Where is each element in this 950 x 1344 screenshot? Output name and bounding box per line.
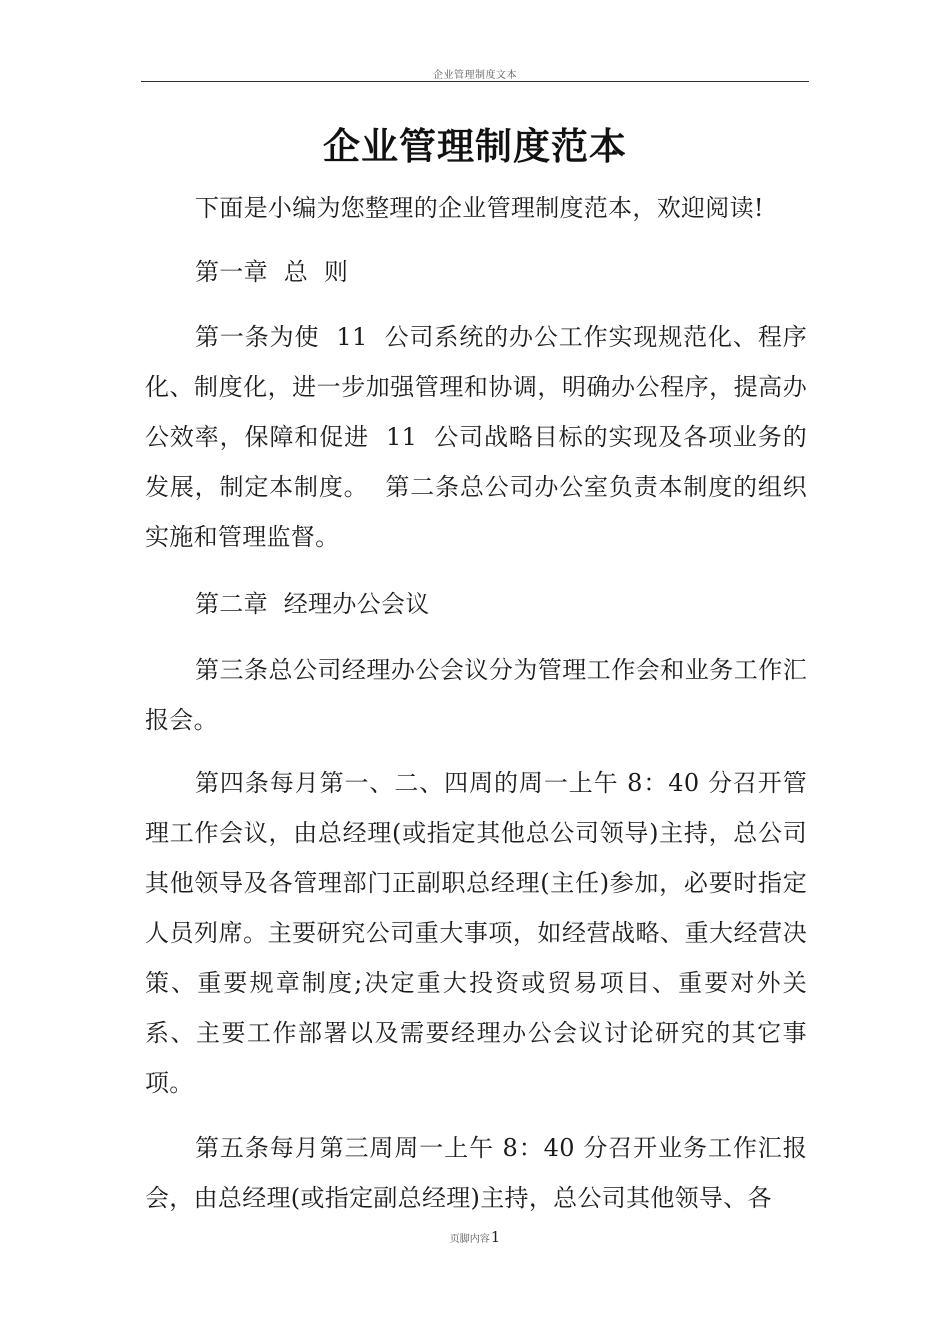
- document-title: 企业管理制度范本: [323, 124, 627, 168]
- chapter-2-heading: [145, 579, 807, 629]
- article-3-paragraph: [145, 645, 807, 745]
- page-footer: [0, 1228, 950, 1246]
- article-1-paragraph: [145, 312, 807, 562]
- header-divider: [141, 81, 809, 82]
- paragraph-text: 第二章 经理办公会议: [195, 590, 430, 618]
- chapter-1-heading: [145, 247, 807, 297]
- article-4-paragraph: [145, 758, 807, 1108]
- paragraph-text: 第四条每月第一、二、四周的周一上午 8：40 分召开管理工作会议，由总经理(或指定其他总公司领导)主持，总公司其他领导及各管理部门正副职总经理(主任)参加，必要时指定人员列席。主要研究公司重大事项，如经营战略、重大经营决策、重要规章制度;决定重大投资或贸易项目、重要对外关系、主要工作部署以及需要经理办公会议讨论研究的其它事项。: [145, 769, 807, 1097]
- intro-paragraph: [145, 183, 807, 233]
- article-5-paragraph: [145, 1123, 807, 1223]
- paragraph-text: 下面是小编为您整理的企业管理制度范本，欢迎阅读!: [195, 194, 764, 222]
- footer-label: 页脚内容: [449, 1234, 490, 1245]
- paragraph-text: 第一章 总 则: [195, 258, 349, 286]
- paragraph-text: 第一条为使 11 公司系统的办公工作实现规范化、程序化、制度化，进一步加强管理和协调，明确办公程序，提高办公效率，保障和促进 11 公司战略目标的实现及各项业务的发展，制定本制度。 第二条总公司办公室负责本制度的组织实施和管理监督。: [145, 323, 807, 551]
- page-number: 1: [490, 1228, 501, 1246]
- paragraph-text: 第三条总公司经理办公会议分为管理工作会和业务工作汇报会。: [145, 656, 807, 734]
- paragraph-text: 第五条每月第三周周一上午 8：40 分召开业务工作汇报会，由总经理(或指定副总经理)主持，总公司其他领导、各: [145, 1134, 807, 1212]
- page-header: 企业管理制度文本: [433, 70, 517, 81]
